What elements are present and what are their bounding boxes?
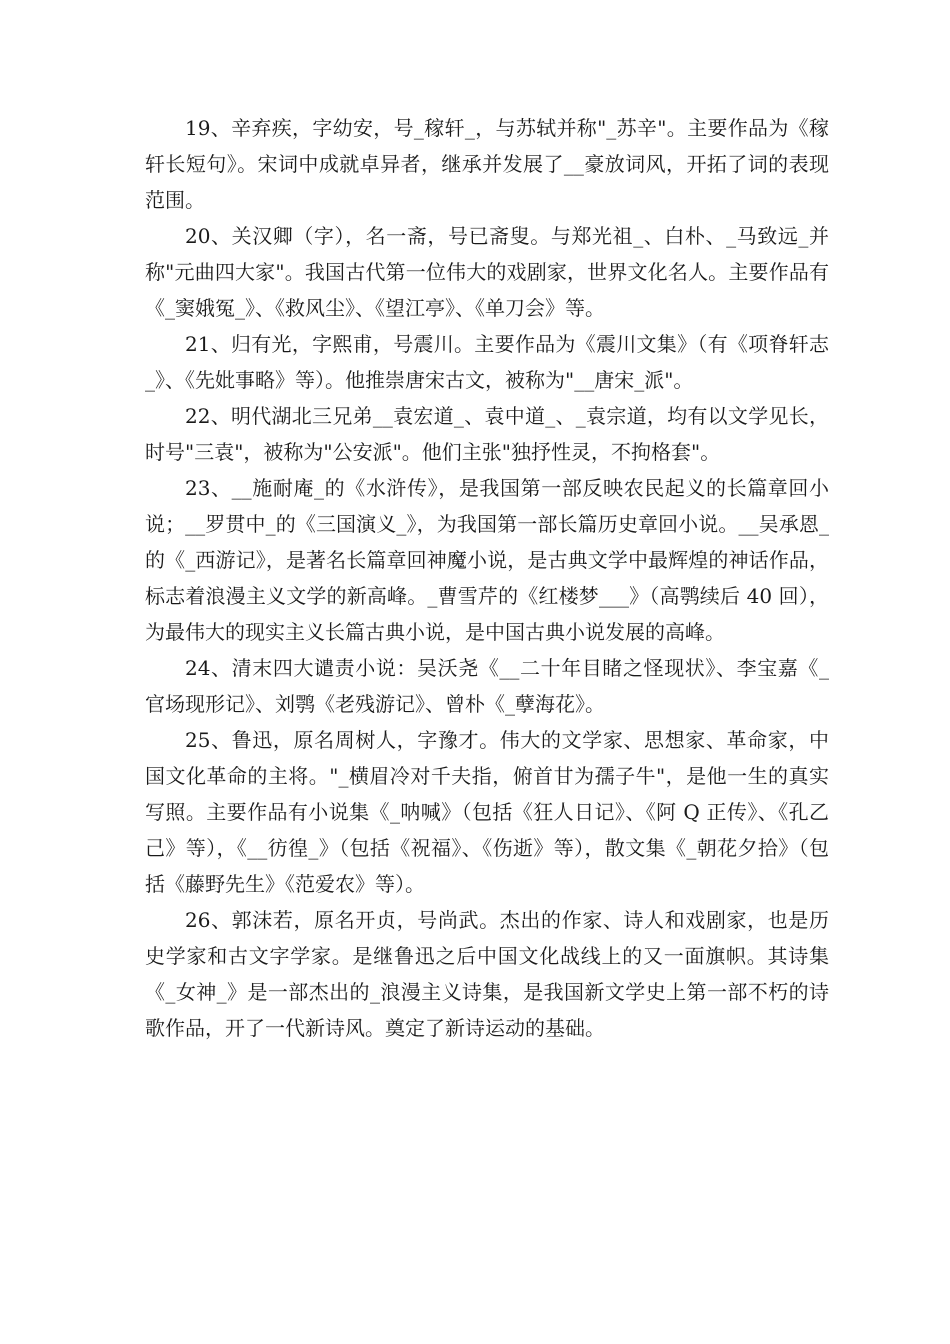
paragraph-19: 19、辛弃疾，字幼安，号_稼轩_，与苏轼并称"_苏辛"。主要作品为《稼轩长短句》。宋词中成就卓异者，继承并发展了__豪放词风，开拓了词的表现范围。 xyxy=(145,116,829,212)
paragraph-20: 20、关汉卿（字），名一斋，号已斋叟。与郑光祖_、白朴、_马致远_并称"元曲四大家"。我国古代第一位伟大的戏剧家，世界文化名人。主要作品有《_窦娥冤_》、《救风尘》、《望江亭》、《单刀会》等。 xyxy=(145,224,829,320)
paragraph-26: 26、郭沫若，原名开贞，号尚武。杰出的作家、诗人和戏剧家，也是历史学家和古文字学家。是继鲁迅之后中国文化战线上的又一面旗帜。其诗集《_女神_》是一部杰出的_浪漫主义诗集，是我国新文学史上第一部不朽的诗歌作品，开了一代新诗风。奠定了新诗运动的基础。 xyxy=(145,908,829,1040)
paragraph-23: 23、__施耐庵_的《水浒传》，是我国第一部反映农民起义的长篇章回小说；__罗贯中_的《三国演义_》，为我国第一部长篇历史章回小说。__吴承恩_的《_西游记》，是著名长篇章回神魔小说，是古典文学中最辉煌的神话作品，标志着浪漫主义文学的新高峰。_曹雪芹的《红楼梦___》（高鹗续后 40 回），为最伟大的现实主义长篇古典小说，是中国古典小说发展的高峰。 xyxy=(145,476,829,644)
document-body xyxy=(145,110,829,1046)
paragraph-24: 24、清末四大谴责小说：吴沃尧《__二十年目睹之怪现状》、李宝嘉《_官场现形记》、刘鹗《老残游记》、曾朴《_孽海花》。 xyxy=(145,656,829,716)
paragraph-22: 22、明代湖北三兄弟__袁宏道_、袁中道_、_袁宗道，均有以文学见长，时号"三袁"，被称为"公安派"。他们主张"独抒性灵，不拘格套"。 xyxy=(145,404,829,464)
paragraph-21: 21、归有光，字熙甫，号震川。主要作品为《震川文集》（有《项脊轩志_》、《先妣事略》等）。他推崇唐宋古文，被称为"__唐宋_派"。 xyxy=(145,332,829,392)
paragraph-25: 25、鲁迅，原名周树人，字豫才。伟大的文学家、思想家、革命家，中国文化革命的主将。"_横眉冷对千夫指，俯首甘为孺子牛"，是他一生的真实写照。主要作品有小说集《_呐喊》（包括《狂人日记》、《阿 Q 正传》、《孔乙己》等），《__彷徨_》（包括《祝福》、《伤逝》等），散文集《_朝花夕拾》（包括《藤野先生》《范爱农》等）。 xyxy=(145,728,829,896)
